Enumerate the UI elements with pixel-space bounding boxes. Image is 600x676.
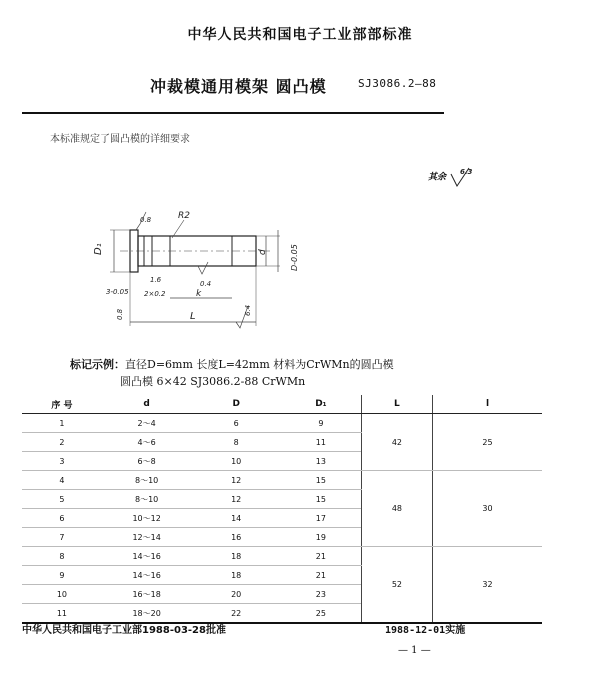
cell-d: 10～12 [102, 509, 192, 528]
cell-l: 32 [433, 547, 543, 624]
tol-label-1: 0.8 [140, 216, 152, 224]
k-label: k [196, 289, 202, 299]
cell-D: 16 [191, 528, 281, 547]
cell-no: 6 [22, 509, 102, 528]
cell-d: 8～10 [102, 471, 192, 490]
page-number: — 1 — [398, 645, 431, 656]
cell-d: 14～16 [102, 566, 192, 585]
cell-D1: 9 [281, 414, 361, 433]
cell-d: 14～16 [102, 547, 192, 566]
standard-number: SJ3086.2—88 [358, 77, 437, 90]
D-label: D-0.05 [290, 244, 299, 271]
col-header-L: L [361, 395, 432, 414]
cell-l: 25 [433, 414, 543, 471]
L-label: L [190, 311, 196, 322]
d1-label: D₁ [93, 243, 104, 255]
cell-D1: 21 [281, 547, 361, 566]
tol-label-3: 0.4 [200, 280, 212, 288]
cell-d: 16～18 [102, 585, 192, 604]
angle-label: 2×0.2 [144, 290, 166, 298]
cell-D: 10 [191, 452, 281, 471]
col-header-l: l [433, 395, 543, 414]
col-header-d: d [102, 395, 192, 414]
r1-label: R2 [178, 211, 190, 221]
cell-no: 2 [22, 433, 102, 452]
col-header-D: D [191, 395, 281, 414]
cell-d: 4～6 [102, 433, 192, 452]
cell-D1: 13 [281, 452, 361, 471]
cell-d: 18～20 [102, 604, 192, 624]
marking-example-line2: 圆凸模 6×42 SJ3086.2-88 CrWMn [120, 375, 306, 388]
effective-date: 1988-12-01实施 [385, 625, 466, 636]
roughness-label: 其余 [428, 172, 447, 183]
cell-D: 6 [191, 414, 281, 433]
cell-D: 20 [191, 585, 281, 604]
dimension-table [22, 395, 542, 624]
cell-D1: 21 [281, 566, 361, 585]
cell-D: 22 [191, 604, 281, 624]
cell-D1: 23 [281, 585, 361, 604]
cell-D: 14 [191, 509, 281, 528]
cell-D1: 15 [281, 471, 361, 490]
cell-D: 8 [191, 433, 281, 452]
table-header-row [22, 395, 542, 414]
cell-D: 18 [191, 566, 281, 585]
cell-D: 12 [191, 490, 281, 509]
document-title: 冲裁模通用模架 圆凸模 [150, 77, 327, 96]
col-header-D1: D₁ [281, 395, 361, 414]
table-row [22, 471, 542, 490]
cell-d: 6～8 [102, 452, 192, 471]
cell-d: 12～14 [102, 528, 192, 547]
cell-D1: 25 [281, 604, 361, 624]
cell-no: 7 [22, 528, 102, 547]
cell-L: 42 [361, 414, 432, 471]
cell-D1: 17 [281, 509, 361, 528]
tol-label-6: 0.8 [116, 308, 124, 320]
table-row [22, 547, 542, 566]
col-header-no: 序 号 [22, 395, 102, 414]
roughness-symbol-icon [449, 166, 471, 188]
roughness-note [428, 166, 471, 188]
approval-note: 中华人民共和国电子工业部1988-03-28批准 [22, 625, 226, 636]
cell-l: 30 [433, 471, 543, 547]
marking-example-text: 直径D=6mm 长度L=42mm 材料为CrWMn的圆凸模 [125, 358, 394, 371]
cell-L: 52 [361, 547, 432, 624]
cell-no: 9 [22, 566, 102, 585]
cell-no: 1 [22, 414, 102, 433]
cell-no: 3 [22, 452, 102, 471]
scope-text: 本标准规定了圆凸模的详细要求 [50, 134, 190, 145]
cell-L: 48 [361, 471, 432, 547]
cell-d: 2～4 [102, 414, 192, 433]
d-label: d [258, 249, 268, 255]
standard-header: 中华人民共和国电子工业部部标准 [187, 27, 413, 43]
marking-example-line1 [70, 356, 394, 372]
chamfer-label: 3-0.05 [106, 288, 129, 296]
cell-no: 10 [22, 585, 102, 604]
tol-label-2: 1.6 [150, 276, 162, 284]
tol-label-4: 6.4 [244, 304, 252, 316]
cell-no: 5 [22, 490, 102, 509]
cell-no: 11 [22, 604, 102, 624]
marking-example-label: 标记示例： [70, 358, 125, 371]
cell-D: 12 [191, 471, 281, 490]
cell-D: 18 [191, 547, 281, 566]
table-row [22, 414, 542, 433]
cell-D1: 11 [281, 433, 361, 452]
cell-no: 4 [22, 471, 102, 490]
roughness-value: 6.3 [460, 168, 473, 176]
cell-D1: 15 [281, 490, 361, 509]
top-rule [22, 112, 444, 114]
cell-D1: 19 [281, 528, 361, 547]
cell-d: 8～10 [102, 490, 192, 509]
cell-no: 8 [22, 547, 102, 566]
punch-drawing [80, 200, 310, 350]
